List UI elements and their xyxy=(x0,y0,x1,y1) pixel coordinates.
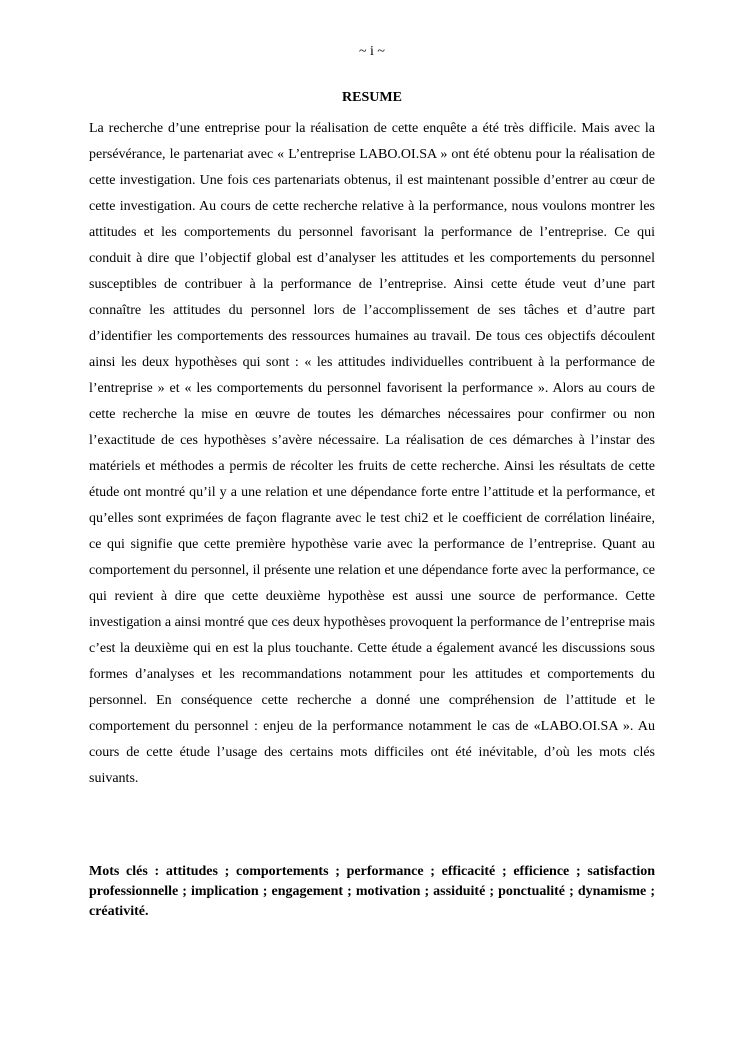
page-title: RESUME xyxy=(342,90,402,105)
abstract-paragraph: La recherche d’une entreprise pour la réalisation de cette enquête a été très difficile. Mais avec la persévérance, le partenariat avec « L’entreprise LABO.OI.SA » ont été obtenu pour la réalisation de cette investigation. Une fois ces partenariats obtenus, il est maintenant possible d’entrer au cœur de cette investigation. Au cours de cette recherche relative à la performance, nous voulons montrer les attitudes et les comportements du personnel favorisant la performance de l’entreprise. Ce qui conduit à dire que l’objectif global est d’analyser les attitudes et les comportements du personnel susceptibles de contribuer à la performance de l’entreprise. Ainsi cette étude veut d’une part connaître les attitudes du personnel lors de l’accomplissement de ses tâches et d’autre part d’identifier les comportements des ressources humaines au travail. De tous ces objectifs découlent ainsi les deux hypothèses qui sont : « les attitudes individuelles contribuent à la performance de l’entreprise » et « les comportements du personnel favorisent la performance ». Alors au cours de cette recherche la mise en œuvre de toutes les démarches nécessaires pour confirmer ou non l’exactitude de ces hypothèses s’avère nécessaire. La réalisation de ces démarches à l’instar des matériels et méthodes a permis de récolter les fruits de cette recherche. Ainsi les résultats de cette étude ont montré qu’il y a une relation et une dépendance forte entre l’attitude et la performance, et qu’elles sont exprimées de façon flagrante avec le test chi2 et le coefficient de corrélation linéaire, ce qui signifie que cette première hypothèse varie avec la performance de l’entreprise. Quant au comportement du personnel, il présente une relation et une dépendance forte avec la performance, ce qui revient à dire que cette deuxième hypothèse est aussi une source de performance. Cette investigation a ainsi montré que ces deux hypothèses provoquent la performance de l’entreprise mais c’est la deuxième qui en est la plus touchante. Cette étude a également avancé les discussions sous formes d’analyses et les recommandations notamment pour les attitudes et comportements du personnel. En conséquence cette recherche a donné une compréhension de l’attitude et le comportement du personnel : enjeu de la performance notamment le cas de «LABO.OI.SA ». Au cours de cette étude l’usage des certains mots difficiles ont été inévitable, d’où les mots clés suivants. xyxy=(89,121,655,786)
page-number: ~ i ~ xyxy=(358,44,386,59)
keywords-paragraph: Mots clés : attitudes ; comportements ; performance ; efficacité ; efficience ; satisfaction professionnelle ; implication ; engagement ; motivation ; assiduité ; ponctualité ; dynamisme ; créativité. xyxy=(89,864,655,919)
